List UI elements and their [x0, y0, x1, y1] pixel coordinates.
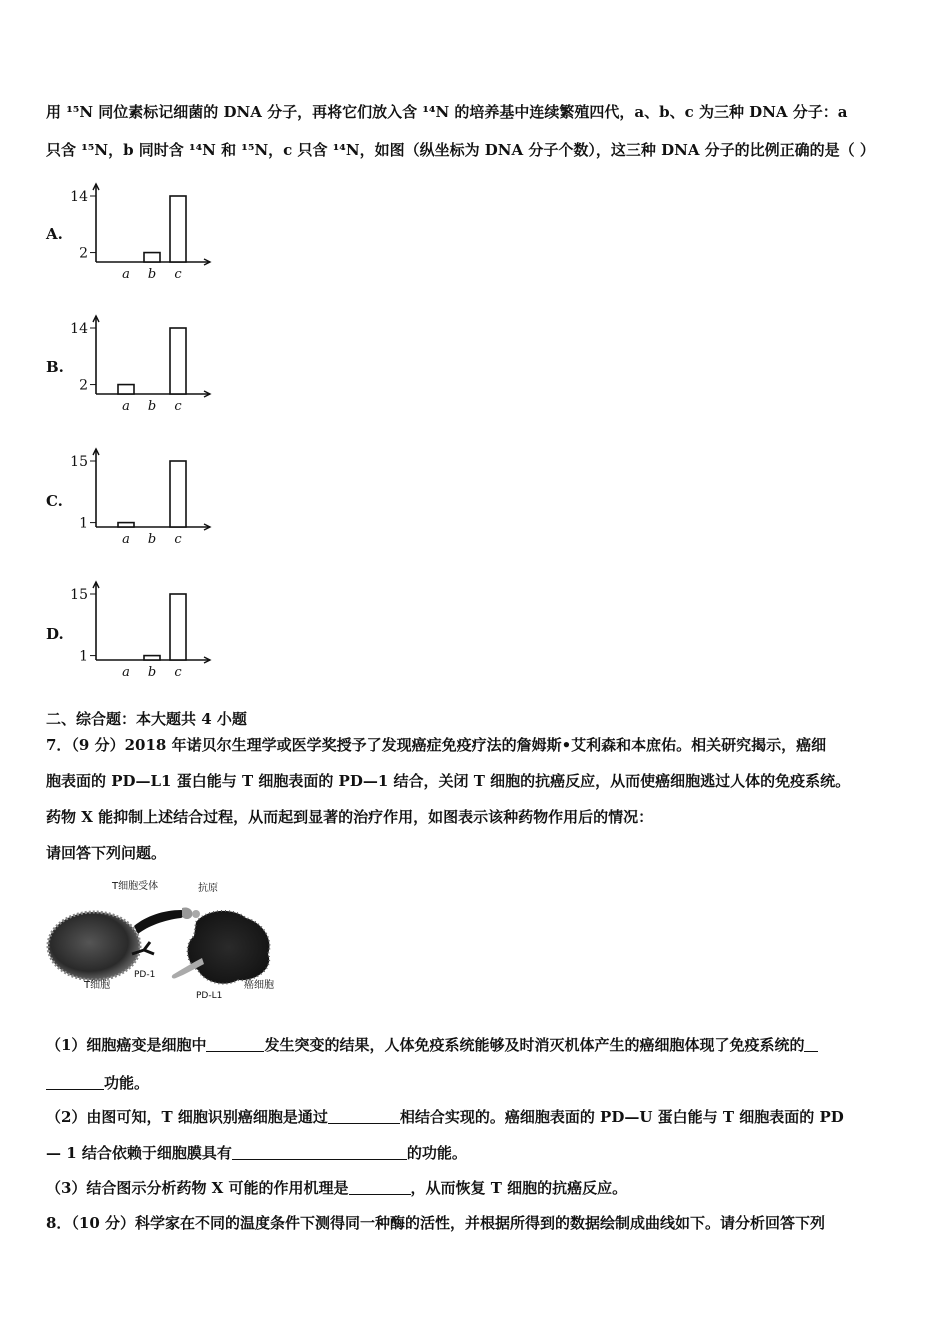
- label-t-receptor: T细胞受体: [112, 881, 159, 892]
- x-tick-label-c: c: [174, 399, 182, 414]
- q7-sub2-line1: （2）由图可知，T 细胞识别癌细胞是通过 相结合实现的。癌细胞表面的 PD—U 蛋白能与 T 细胞表面的 PD: [46, 1108, 844, 1126]
- option-c-chart: [70, 443, 220, 553]
- y-tick-label: 15: [70, 587, 88, 603]
- q7-line1: 7．（9 分）2018 年诺贝尔生理学或医学奖授予了发现癌症免疫疗法的詹姆斯•艾利森和本庶佑。相关研究揭示，癌细: [46, 736, 827, 754]
- cancer-cell-shape: [188, 911, 270, 984]
- option-a-chart: [70, 178, 220, 288]
- x-tick-label-a: a: [122, 267, 130, 282]
- y-tick-label: 1: [79, 515, 88, 532]
- bar-b: [144, 253, 160, 262]
- q7-line2: 胞表面的 PD—L1 蛋白能与 T 细胞表面的 PD—1 结合，关闭 T 细胞的抗癌反应，从而使癌细胞逃过人体的免疫系统。: [46, 772, 851, 790]
- label-t-cell: T细胞: [84, 980, 111, 991]
- q7-sub2-line2: — 1 结合依赖于细胞膜具有 的功能。: [46, 1144, 467, 1162]
- y-tick-label: 1: [79, 648, 88, 665]
- q7-sub1-line1: （1）细胞癌变是细胞中 发生突变的结果，人体免疫系统能够及时消灭机体产生的癌细胞体现了免疫系统的: [46, 1035, 910, 1055]
- q7-sub3: （3）结合图示分析药物 X 可能的作用机理是 ，从而恢复 T 细胞的抗癌反应。: [46, 1179, 628, 1197]
- q7-sub1-line2: 功能。: [46, 1073, 910, 1093]
- y-tick-label: 2: [79, 245, 88, 262]
- x-tick-label-a: a: [122, 399, 130, 414]
- bar-a: [118, 523, 134, 527]
- chart-c-svg: [70, 443, 220, 553]
- bar-a: [118, 385, 134, 394]
- answer-blank-3[interactable]: [349, 1180, 411, 1195]
- option-d-label[interactable]: D.: [46, 625, 64, 643]
- option-b-label[interactable]: B.: [46, 358, 64, 376]
- x-tick-label-a: a: [122, 665, 130, 680]
- q7-line3: 药物 X 能抑制上述结合过程，从而起到显著的治疗作用，如图表示该种药物作用后的情况：: [46, 808, 654, 826]
- option-d-chart: [70, 576, 220, 686]
- q7-line4: 请回答下列问题。: [46, 844, 167, 862]
- x-tick-label-c: c: [174, 267, 182, 282]
- option-a-label[interactable]: A.: [46, 225, 63, 243]
- x-tick-label-b: b: [147, 399, 157, 414]
- label-antigen: 抗原: [198, 883, 218, 894]
- bar-c: [170, 328, 186, 394]
- y-tick-label: 14: [70, 321, 88, 337]
- q8-line1: 8．（10 分）科学家在不同的温度条件下测得同一种酶的活性，并根据所得到的数据绘制成曲线如下。请分析回答下列: [46, 1214, 826, 1232]
- bar-c: [170, 594, 186, 660]
- q6-line1: 用 ¹⁵N 同位素标记细菌的 DNA 分子，再将它们放入含 ¹⁴N 的培养基中连续繁殖四代，a、b、c 为三种 DNA 分子：a: [46, 103, 848, 121]
- x-tick-label-b: b: [147, 267, 157, 282]
- label-cancer-cell: 癌细胞: [244, 980, 274, 991]
- chart-d-svg: [70, 576, 220, 686]
- x-tick-label-a: a: [122, 532, 130, 547]
- y-tick-label: 2: [79, 377, 88, 394]
- y-tick-label: 15: [70, 454, 88, 470]
- answer-blank-1b[interactable]: [46, 1075, 104, 1090]
- x-tick-label-b: b: [147, 665, 157, 680]
- y-tick-label: 14: [70, 189, 88, 205]
- answer-blank-1a[interactable]: [206, 1037, 264, 1052]
- x-tick-label-c: c: [174, 665, 182, 680]
- option-b-chart: [70, 310, 220, 420]
- answer-blank-2a[interactable]: [328, 1109, 400, 1124]
- option-c-label[interactable]: C.: [46, 492, 63, 510]
- answer-blank-1b-start[interactable]: [804, 1037, 818, 1052]
- label-pdl1: PD-L1: [196, 991, 223, 1000]
- bar-c: [170, 196, 186, 262]
- x-tick-label-c: c: [174, 532, 182, 547]
- label-pd1: PD-1: [134, 970, 156, 980]
- answer-blank-2b[interactable]: [232, 1145, 407, 1160]
- t-cell-cancer-cell-figure: [46, 878, 286, 1000]
- bar-b: [144, 656, 160, 660]
- t-cell-receptor-shape: [134, 910, 185, 934]
- x-tick-label-b: b: [147, 532, 157, 547]
- chart-b-svg: [70, 310, 220, 420]
- section2-heading: 二、综合题：本大题共 4 小题: [46, 710, 247, 728]
- q6-line2: 只含 ¹⁵N，b 同时含 ¹⁴N 和 ¹⁵N，c 只含 ¹⁴N，如图（纵坐标为 DNA 分子个数），这三种 DNA 分子的比例正确的是（ ）: [46, 141, 875, 159]
- chart-a-svg: [70, 178, 220, 288]
- bar-c: [170, 461, 186, 527]
